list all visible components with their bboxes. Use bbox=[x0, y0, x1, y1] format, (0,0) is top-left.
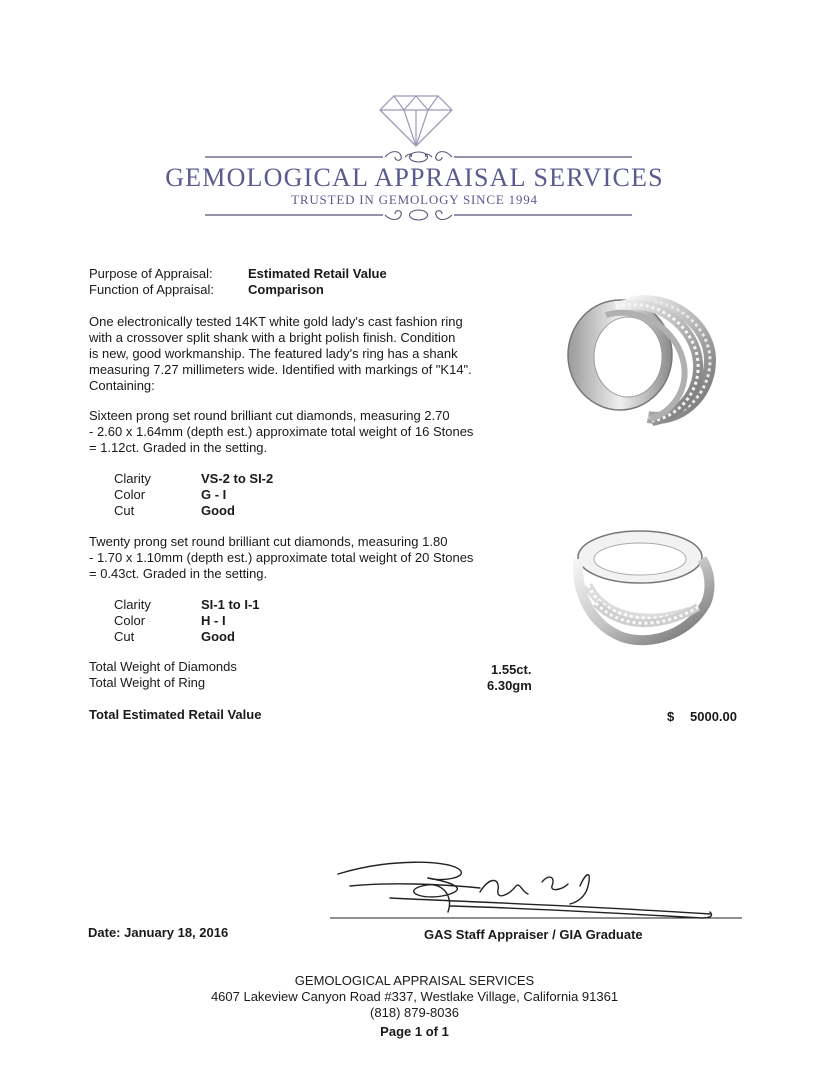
appraisal-date: Date: January 18, 2016 bbox=[88, 925, 229, 940]
ring-photo-top bbox=[560, 285, 725, 430]
total-retail-label: Total Estimated Retail Value bbox=[89, 707, 262, 722]
function-label: Function of Appraisal: bbox=[89, 282, 215, 297]
page-number: Page 1 of 1 bbox=[380, 1024, 449, 1039]
total-ring-value: 6.30gm bbox=[487, 678, 532, 693]
grade-value: H - I bbox=[201, 613, 226, 628]
diamond-logo-icon bbox=[378, 92, 454, 148]
grade-value: VS-2 to SI-2 bbox=[201, 471, 274, 486]
grade-label: Clarity bbox=[114, 471, 151, 486]
grade-value: G - I bbox=[201, 487, 227, 502]
grade-label: Cut bbox=[114, 503, 135, 518]
purpose-label: Purpose of Appraisal: bbox=[89, 266, 213, 281]
stone-group-2-description: Twenty prong set round brilliant cut diamonds, measuring 1.80 - 1.70 x 1.10mm (depth est.) approximate total weight of 20 Stones = 0.43ct. Graded in the setting. bbox=[89, 534, 474, 581]
ring-description: One electronically tested 14KT white gold lady's cast fashion ring with a crossover split shank with a bright polish finish. Condition is new, good workmanship. The featured lady's ring has a shank measuring 7.27 millimeters wide. Identified with markings of "K14". Containing: bbox=[89, 314, 472, 393]
total-diamonds-label: Total Weight of Diamonds bbox=[89, 659, 237, 674]
currency-symbol: $ bbox=[667, 709, 675, 724]
company-tagline: TRUSTED IN GEMOLOGY SINCE 1994 bbox=[291, 192, 538, 207]
total-diamonds-value: 1.55ct. bbox=[491, 662, 532, 677]
total-ring-label: Total Weight of Ring bbox=[89, 675, 206, 690]
appraiser-signature bbox=[330, 852, 742, 924]
ring-photo-bottom bbox=[562, 515, 722, 653]
company-name: GEMOLOGICAL APPRAISAL SERVICES bbox=[165, 163, 664, 192]
purpose-value: Estimated Retail Value bbox=[248, 266, 387, 281]
ornament-divider-bottom bbox=[205, 207, 632, 223]
grade-label: Color bbox=[114, 613, 146, 628]
footer-company: GEMOLOGICAL APPRAISAL SERVICES bbox=[294, 973, 535, 988]
footer-address: 4607 Lakeview Canyon Road #337, Westlake Village, California 91361 bbox=[210, 989, 619, 1004]
total-retail-value: 5000.00 bbox=[690, 709, 737, 724]
grade-value: SI-1 to I-1 bbox=[201, 597, 260, 612]
footer-phone: (818) 879-8036 bbox=[370, 1005, 459, 1020]
appraiser-title: GAS Staff Appraiser / GIA Graduate bbox=[424, 927, 643, 942]
grade-label: Clarity bbox=[114, 597, 151, 612]
function-value: Comparison bbox=[248, 282, 324, 297]
grade-value: Good bbox=[201, 503, 235, 518]
ornament-divider-top bbox=[205, 148, 632, 164]
stone-group-1-description: Sixteen prong set round brilliant cut diamonds, measuring 2.70 - 2.60 x 1.64mm (depth est.) approximate total weight of 16 Stones = 1.12ct. Graded in the setting. bbox=[89, 408, 474, 455]
grade-label: Color bbox=[114, 487, 146, 502]
grade-value: Good bbox=[201, 629, 235, 644]
grade-label: Cut bbox=[114, 629, 135, 644]
